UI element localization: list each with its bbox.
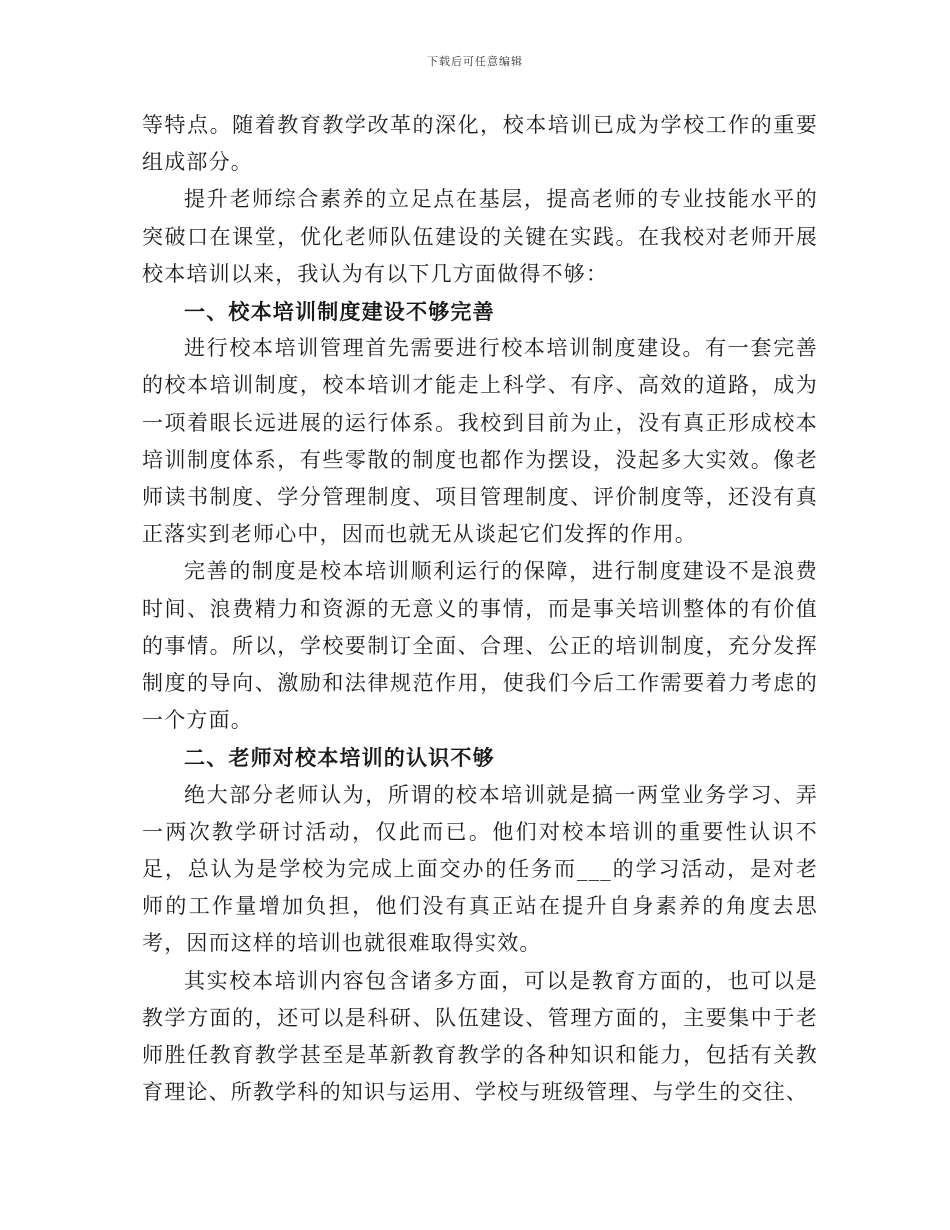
paragraph-training-content: 其实校本培训内容包含诸多方面，可以是教育方面的，也可以是教学方面的，还可以是科研、队伍建设、管理方面的，主要集中于老师胜任教育教学甚至是革新教育教学的各种知识和能力，包括有关教育理论、所教学科的知识与运用、学校与班级管理、与学生的交往、	[142, 968, 818, 1105]
paragraph-continuation: 等特点。随着教育教学改革的深化，校本培训已成为学校工作的重要组成部分。	[142, 113, 818, 175]
section-heading-2: 二、老师对校本培训的认识不够	[184, 745, 495, 771]
page-header: 下载后可任意编辑	[427, 55, 523, 68]
paragraph-system-construction: 进行校本培训管理首先需要进行校本培训制度建设。有一套完善的校本培训制度，校本培训才能走上科学、有序、高效的道路，成为一项着眼长远进展的运行体系。我校到目前为止，没有真正形成校本培训制度体系，有些零散的制度也都作为摆设，没起多大实效。像老师读书制度、学分管理制度、项目管理制度、评价制度等，还没有真正落实到老师心中，因而也就无从谈起它们发挥的作用。	[142, 336, 818, 547]
document-body	[142, 107, 818, 1111]
section-heading-1: 一、校本培训制度建设不够完善	[184, 299, 495, 325]
paragraph-intro: 提升老师综合素养的立足点在基层，提高老师的专业技能水平的突破口在课堂，优化老师队伍建设的关键在实践。在我校对老师开展校本培训以来，我认为有以下几方面做得不够：	[142, 187, 818, 286]
paragraph-system-importance: 完善的制度是校本培训顺利运行的保障，进行制度建设不是浪费时间、浪费精力和资源的无意义的事情，而是事关培训整体的有价值的事情。所以，学校要制订全面、合理、公正的培训制度，充分发挥制度的导向、激励和法律规范作用，使我们今后工作需要着力考虑的一个方面。	[142, 559, 818, 733]
paragraph-teacher-awareness: 绝大部分老师认为，所谓的校本培训就是搞一两堂业务学习、弄一两次教学研讨活动，仅此而已。他们对校本培训的重要性认识不足，总认为是学校为完成上面交办的任务而___的学习活动，是对老师的工作量增加负担，他们没有真正站在提升自身素养的角度去思考，因而这样的培训也就很难取得实效。	[142, 782, 818, 956]
